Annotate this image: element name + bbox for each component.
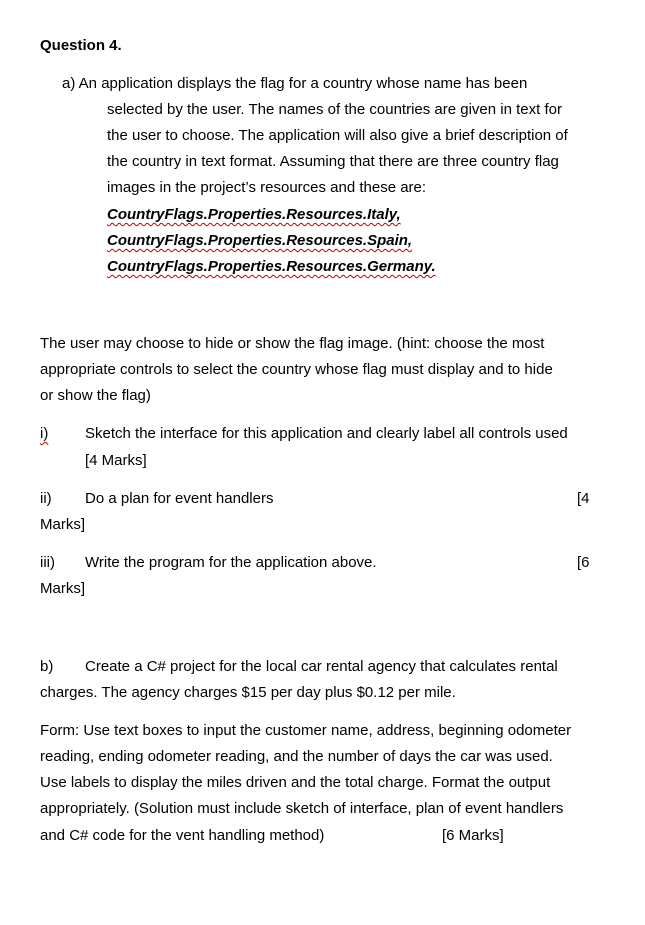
sub-ii-number: ii) xyxy=(40,490,52,507)
part-a-line-1: a) An application displays the flag for a country whose name has been xyxy=(62,75,528,92)
sub-iii-number: iii) xyxy=(40,554,55,571)
sub-iii-marks-open: [6 xyxy=(577,554,590,571)
form-line-2: reading, ending odometer reading, and the number of days the car was used. xyxy=(40,748,553,765)
form-marks: [6 Marks] xyxy=(442,827,504,844)
part-a-line-3: the user to choose. The application will also give a brief description of xyxy=(107,127,568,144)
form-line-4: appropriately. (Solution must include sketch of interface, plan of event handlers xyxy=(40,800,564,817)
form-line-5: and C# code for the vent handling method) xyxy=(40,827,325,844)
sub-i-marks: [4 Marks] xyxy=(85,452,147,469)
sub-iii-marks-close: Marks] xyxy=(40,580,85,597)
sub-iii-text: Write the program for the application above. xyxy=(85,554,377,571)
part-a-line-5: images in the project’s resources and these are: xyxy=(107,179,427,196)
part-b-label: b) xyxy=(40,658,54,675)
sub-ii-marks-open: [4 xyxy=(577,490,590,507)
hide-show-line-3: or show the flag) xyxy=(40,387,151,404)
sub-i-text: Sketch the interface for this application and clearly label all controls used xyxy=(85,425,568,442)
sub-i-number: i) xyxy=(40,425,49,442)
part-b-line-2: charges. The agency charges $15 per day plus $0.12 per mile. xyxy=(40,684,456,701)
hide-show-line-2: appropriate controls to select the country whose flag must display and to hide xyxy=(40,361,553,378)
form-line-3: Use labels to display the miles driven and the total charge. Format the output xyxy=(40,774,551,791)
resource-italy: CountryFlags.Properties.Resources.Italy, xyxy=(107,206,401,223)
part-a-line-2: selected by the user. The names of the countries are given in text for xyxy=(107,101,562,118)
sub-ii-text: Do a plan for event handlers xyxy=(85,490,274,507)
form-line-1: Form: Use text boxes to input the customer name, address, beginning odometer xyxy=(40,722,572,739)
part-a-line-4: the country in text format. Assuming that there are three country flag xyxy=(107,153,559,170)
resource-spain: CountryFlags.Properties.Resources.Spain, xyxy=(107,232,413,249)
question-title: Question 4. xyxy=(40,37,122,54)
hide-show-line-1: The user may choose to hide or show the flag image. (hint: choose the most xyxy=(40,335,545,352)
part-b-line-1: Create a C# project for the local car rental agency that calculates rental xyxy=(85,658,558,675)
sub-ii-marks-close: Marks] xyxy=(40,516,85,533)
resource-germany: CountryFlags.Properties.Resources.Germany. xyxy=(107,258,436,275)
